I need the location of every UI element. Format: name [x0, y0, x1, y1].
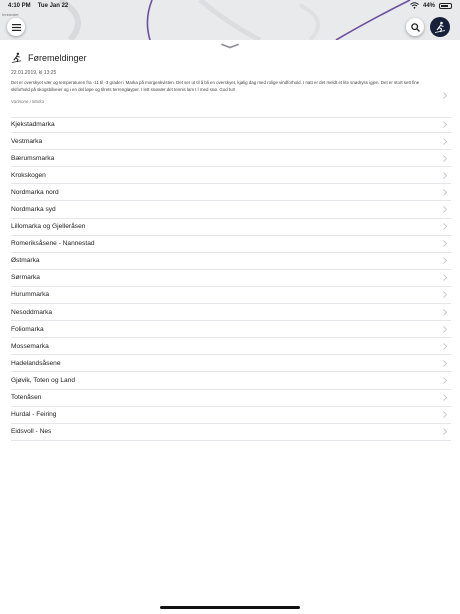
area-name: Nordmarka nord: [11, 188, 59, 196]
chevron-right-icon: [443, 189, 447, 196]
chevron-right-icon: [443, 240, 447, 247]
list-item[interactable]: [11, 287, 451, 304]
chevron-right-icon: [443, 394, 447, 401]
list-item[interactable]: [11, 424, 451, 441]
area-name: Bærumsmarka: [11, 154, 55, 162]
list-item[interactable]: [11, 201, 451, 218]
hamburger-icon: [12, 24, 21, 31]
area-name: Nesoddmarka: [11, 308, 53, 316]
list-item[interactable]: [11, 236, 451, 253]
area-name: Foliomarka: [11, 325, 44, 333]
chevron-right-icon: [443, 92, 447, 99]
area-name: Lillomarka og Gjelleråsen: [11, 223, 86, 231]
area-name: Hurdal - Feiring: [11, 411, 57, 419]
area-name: Hurummarka: [11, 291, 50, 299]
area-name: Vestmarka: [11, 137, 43, 145]
wifi-icon: [410, 2, 419, 9]
chevron-right-icon: [443, 138, 447, 145]
search-icon: [411, 23, 420, 32]
chevron-right-icon: [443, 206, 447, 213]
list-item[interactable]: [11, 116, 451, 133]
chevron-right-icon: [443, 411, 447, 418]
search-button[interactable]: [406, 18, 424, 36]
area-name: Totenåsen: [11, 394, 42, 402]
bottom-sheet: [0, 40, 460, 614]
activity-button[interactable]: [430, 17, 450, 37]
area-name: Sørmarka: [11, 274, 40, 282]
area-name: Gjøvik, Toten og Land: [11, 376, 76, 384]
area-name: Romeriksåsene - Nannestad: [11, 240, 95, 248]
forecast-card[interactable]: [11, 70, 451, 118]
list-item[interactable]: [11, 167, 451, 184]
list-item[interactable]: [11, 321, 451, 338]
area-name: Kjekstadmarka: [11, 120, 55, 128]
area-list: [11, 116, 451, 441]
chevron-right-icon: [443, 274, 447, 281]
list-item[interactable]: [11, 150, 451, 167]
skier-icon: [434, 21, 446, 33]
chevron-right-icon: [443, 223, 447, 230]
chevron-right-icon: [443, 377, 447, 384]
forecast-header: [11, 52, 87, 63]
status-bar: [0, 0, 460, 11]
chevron-right-icon: [443, 257, 447, 264]
status-date: Tue Jan 22: [37, 2, 69, 9]
status-time: 4:10 PM: [8, 2, 31, 9]
area-name: Hadelandsåsene: [11, 359, 61, 367]
list-item[interactable]: [11, 304, 451, 321]
chevron-right-icon: [443, 291, 447, 298]
chevron-right-icon: [443, 121, 447, 128]
battery-icon: [439, 3, 452, 9]
chevron-right-icon: [443, 309, 447, 316]
sheet-handle-icon[interactable]: [221, 43, 239, 49]
area-name: Nordmarka syd: [11, 206, 56, 214]
list-item[interactable]: [11, 133, 451, 150]
forecast-text: Det er overskyet vær og temperaturen fra -11 til -3 grader i Marka på morgenkvisten. Det ser ut til å bli en overskyet, kjølig dag med rolige vindforhold. I natt er det meldt et lite snødryss igjen. Det er stort sett fine skiforhold på skogsbilveier og i en del løpe og tilrets terrengløyper. I lett snøvær det tennis lam t l med snø. God tur!: [11, 80, 420, 92]
forecast-timestamp: 22.01.2019, kl 13:25: [11, 70, 57, 76]
battery-percent: 44%: [422, 2, 435, 9]
area-name: Mossemarka: [11, 342, 49, 350]
chevron-right-icon: [443, 343, 447, 350]
chevron-right-icon: [443, 428, 447, 435]
page-title: Føremeldinger: [28, 52, 87, 63]
forecast-author: Vannone i Marka: [11, 99, 45, 104]
menu-button[interactable]: [7, 18, 25, 36]
list-item[interactable]: [11, 390, 451, 407]
list-item[interactable]: [11, 270, 451, 287]
list-item[interactable]: [11, 219, 451, 236]
area-name: Krokskogen: [11, 171, 46, 179]
chevron-right-icon: [443, 360, 447, 367]
chevron-right-icon: [443, 172, 447, 179]
area-name: Østmarka: [11, 257, 40, 265]
list-item[interactable]: [11, 355, 451, 372]
area-name: Eidsvoll - Nes: [11, 428, 52, 436]
list-item[interactable]: [11, 338, 451, 355]
map-region-label: Innlandet: [2, 12, 19, 17]
list-item[interactable]: [11, 184, 451, 201]
chevron-right-icon: [443, 326, 447, 333]
list-item[interactable]: [11, 253, 451, 270]
skier-icon: [11, 52, 22, 63]
list-item[interactable]: [11, 372, 451, 389]
chevron-right-icon: [443, 155, 447, 162]
list-item[interactable]: [11, 407, 451, 424]
home-indicator: [160, 606, 300, 609]
